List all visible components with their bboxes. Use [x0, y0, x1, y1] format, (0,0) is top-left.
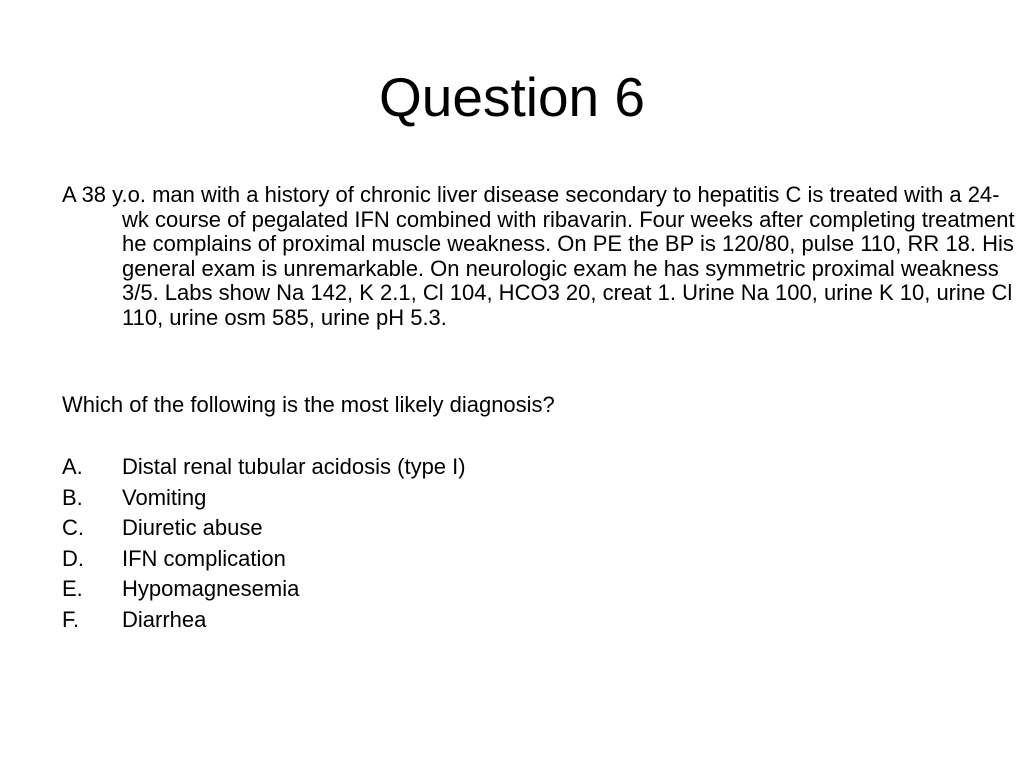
answer-options: [62, 452, 962, 635]
answer-option-d: [62, 544, 962, 575]
option-text: Hypomagnesemia: [122, 576, 300, 601]
option-letter: A.: [62, 454, 83, 479]
option-letter: C.: [62, 515, 84, 540]
answer-option-e: [62, 574, 962, 605]
option-letter: F.: [62, 606, 80, 632]
option-letter: B.: [62, 484, 83, 510]
answer-option-b: [62, 483, 962, 514]
option-text: Distal renal tubular acidosis (type I): [122, 454, 466, 479]
slide-title: Question 6: [378, 66, 645, 128]
option-letter: E.: [62, 576, 83, 601]
option-text: Diuretic abuse: [122, 515, 263, 540]
question-stem: A 38 y.o. man with a history of chronic liver disease secondary to hepatitis C is treated with a 24-wk course of pegalated IFN combined with ribavarin. Four weeks after completing treatment he complains of proximal muscle weakness. On PE the BP is 120/80, pulse 110, RR 18. His general exam is unremarkable. On neurologic exam he has symmetric proximal weakness 3/5. Labs show Na 142, K 2.1, Cl 104, HCO3 20, creat 1. Urine Na 100, urine K 10, urine Cl 110, urine osm 585, urine pH 5.3.: [62, 182, 1015, 330]
question-prompt: Which of the following is the most likely diagnosis?: [62, 392, 555, 417]
option-letter: D.: [62, 545, 84, 571]
answer-option-c: [62, 513, 962, 544]
answer-option-f: [62, 605, 962, 636]
option-text: Diarrhea: [122, 606, 207, 632]
option-text: Vomiting: [122, 484, 207, 510]
option-text: IFN complication: [122, 545, 286, 571]
answer-option-a: [62, 452, 962, 483]
